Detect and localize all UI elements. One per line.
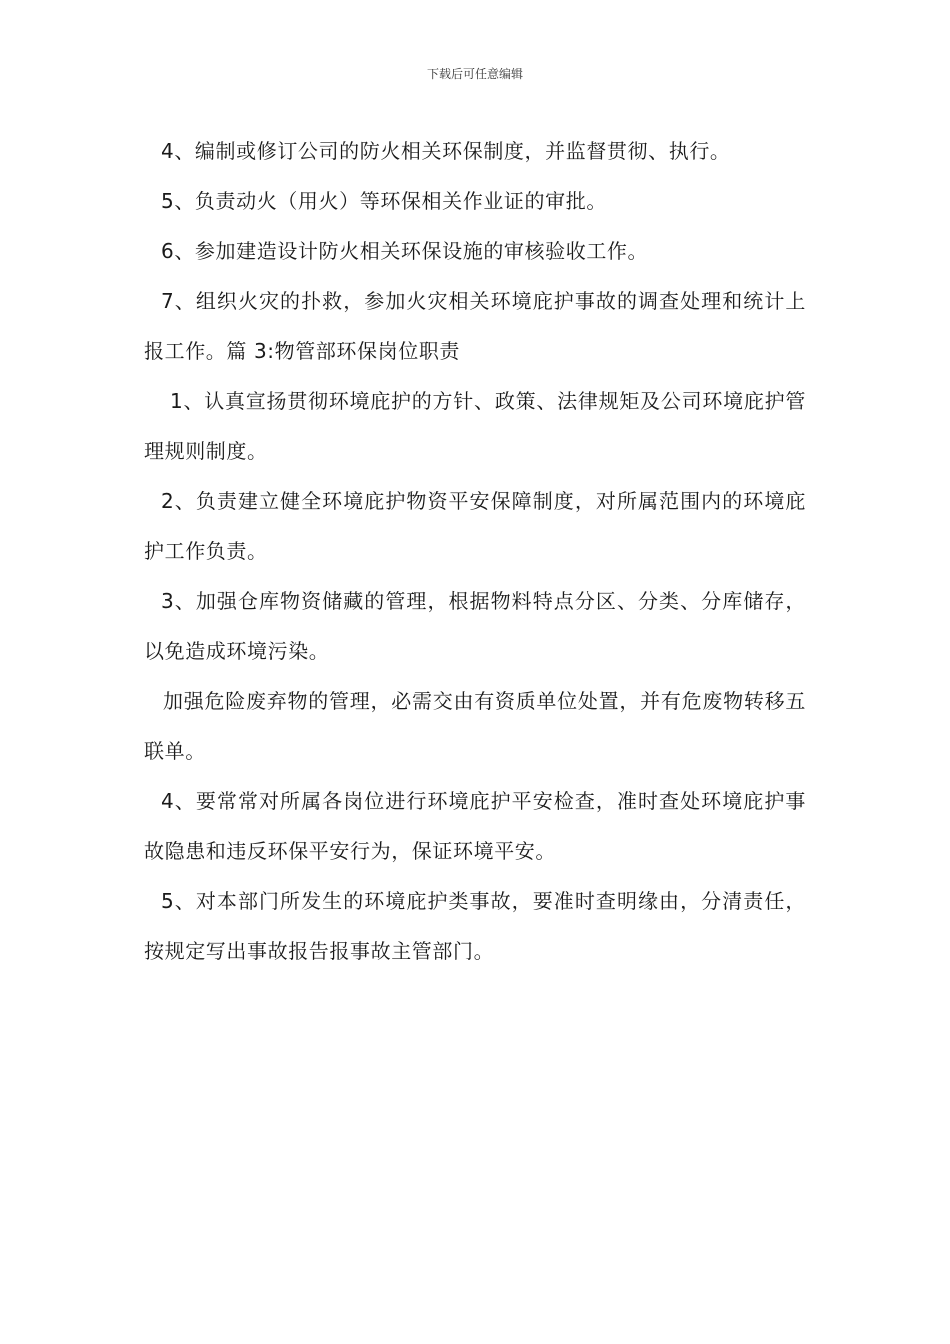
- paragraph-item-6: 6、参加建造设计防火相关环保设施的审核验收工作。: [161, 239, 649, 263]
- paragraph-duty-3: 3、加强仓库物资储藏的管理，根据物料特点分区、分类、分库储存，以免造成环境污染。: [144, 589, 806, 663]
- paragraph-hazardous-waste: 加强危险废弃物的管理，必需交由有资质单位处置，并有危废物转移五联单。: [144, 689, 806, 763]
- document-body: [144, 126, 806, 976]
- paragraph-duty-5: 5、对本部门所发生的环境庇护类事故，要准时查明缘由，分清责任，按规定写出事故报告报事故主管部门。: [144, 889, 806, 963]
- paragraph-item-4: 4、编制或修订公司的防火相关环保制度，并监督贯彻、执行。: [161, 139, 731, 163]
- page-header: 下载后可任意编辑: [426, 67, 523, 81]
- paragraph-item-5: 5、负责动火（用火）等环保相关作业证的审批。: [161, 189, 607, 213]
- paragraph-duty-1: 1、认真宣扬贯彻环境庇护的方针、政策、法律规矩及公司环境庇护管理规则制度。: [144, 389, 806, 463]
- paragraph-duty-4: 4、要常常对所属各岗位进行环境庇护平安检查，准时查处环境庇护事故隐患和违反环保平安行为，保证环境平安。: [144, 789, 806, 863]
- paragraph-duty-2: 2、负责建立健全环境庇护物资平安保障制度，对所属范围内的环境庇护工作负责。: [144, 489, 806, 563]
- paragraph-item-7: 7、组织火灾的扑救，参加火灾相关环境庇护事故的调查处理和统计上报工作。篇 3:物管部环保岗位职责: [144, 289, 806, 363]
